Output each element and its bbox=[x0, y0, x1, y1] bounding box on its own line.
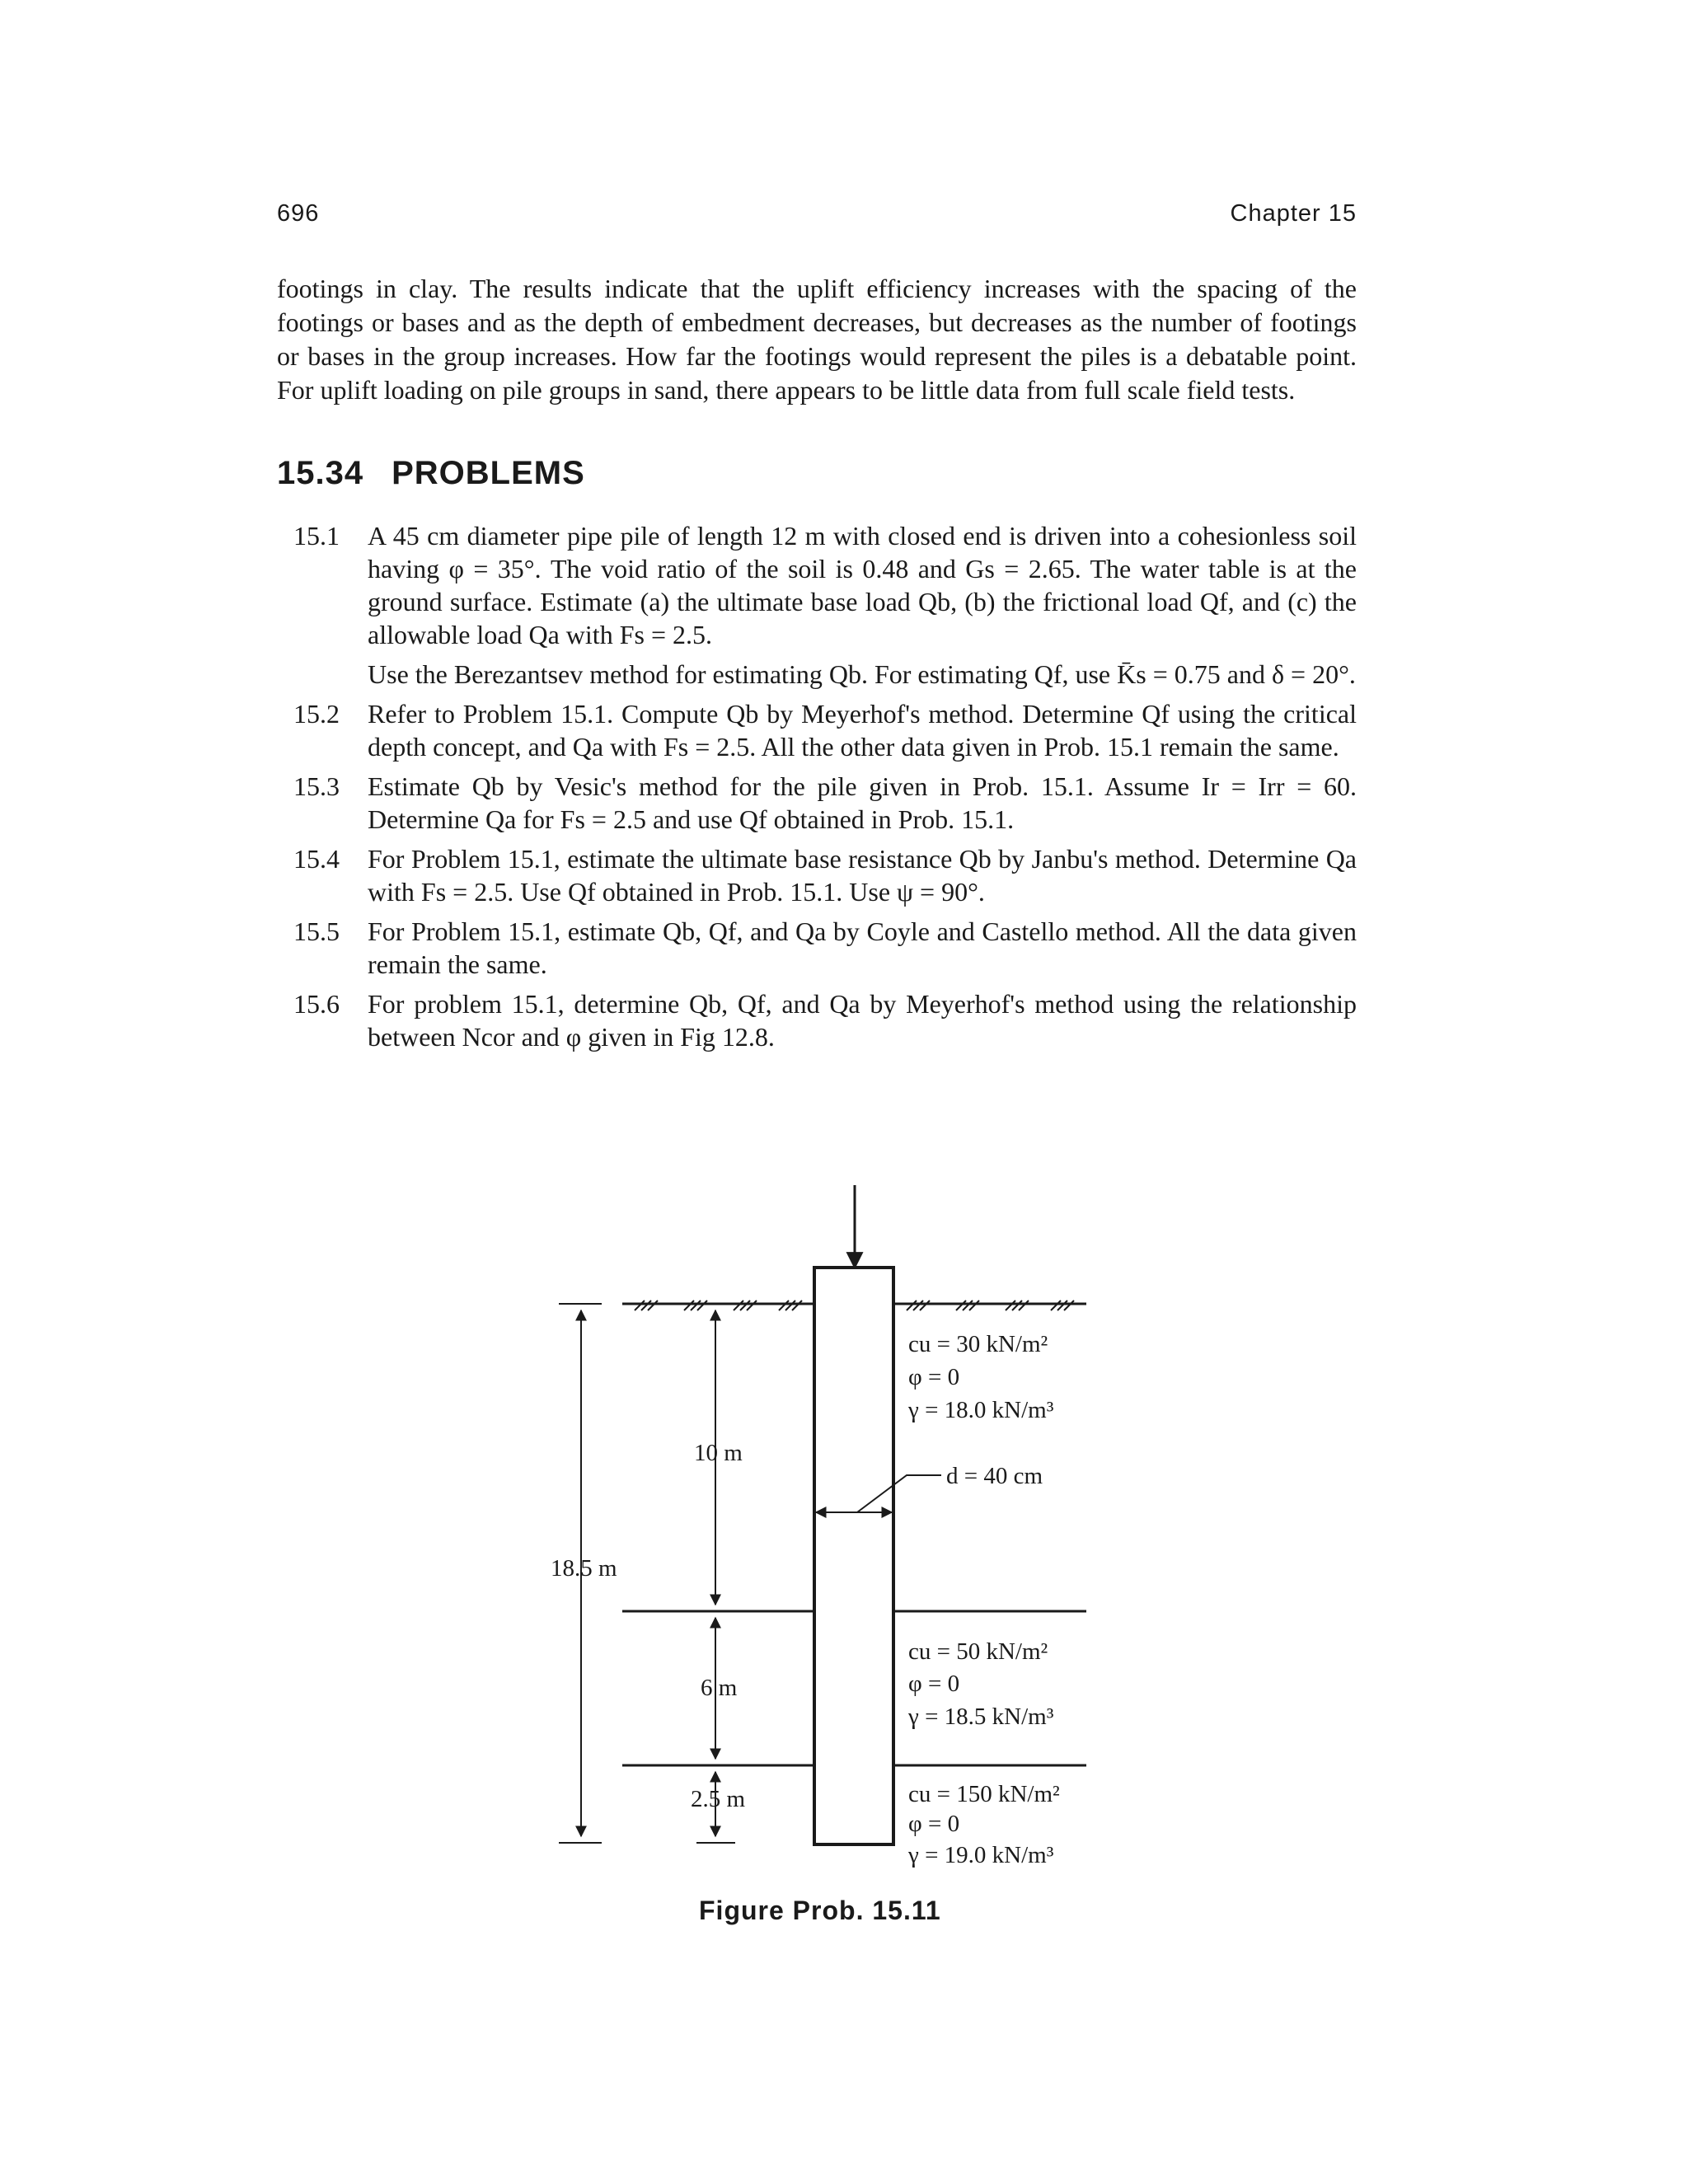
layer3-thickness-label: 2.5 m bbox=[691, 1786, 746, 1812]
layer1-thickness-label: 10 m bbox=[694, 1440, 743, 1466]
problem-number: 15.2 bbox=[293, 699, 340, 729]
problem-text: A 45 cm diameter pipe pile of length 12 m with closed end is driven into a cohesionless soil having φ = 35°. The void ratio of the soil is 0.48 and Gs = 2.65. The water table is at the ground surface. Estimate (a) the ultimate base load Qb, (b) the frictional load Qf, and (c) the allowable load Qa with Fs = 2.5. bbox=[368, 521, 1357, 649]
diameter-label: d = 40 cm bbox=[946, 1463, 1043, 1489]
total-depth-label: 18.5 m bbox=[551, 1555, 617, 1582]
diameter-leader bbox=[857, 1475, 941, 1512]
section-title: PROBLEMS bbox=[392, 455, 585, 491]
pile bbox=[814, 1268, 893, 1844]
problem-text: Estimate Qb by Vesic's method for the pile given in Prob. 15.1. Assume Ir = Irr = 60. Determine Qa for Fs = 2.5 and use Qf obtained in Prob. 15.1. bbox=[368, 771, 1357, 834]
ground-hatching bbox=[635, 1301, 1074, 1310]
layer1-phi: φ = 0 bbox=[908, 1364, 960, 1390]
layer2-cu: cu = 50 kN/m² bbox=[908, 1638, 1048, 1665]
problem-text: For Problem 15.1, estimate the ultimate base resistance Qb by Janbu's method. Determine Qa with Fs = 2.5. Use Qf obtained in Prob. 15.1. Use ψ = 90°. bbox=[368, 844, 1357, 907]
page-number: 696 bbox=[277, 200, 320, 227]
intro-paragraph: footings in clay. The results indicate that the uplift efficiency increases with the spacing of the footings or bases and as the depth of embedment decreases, but decreases as the number of footings or bases in the group increases. How far the footings would represent the piles is a debatable point. For uplift loading on pile groups in sand, there appears to be little data from full scale field tests. bbox=[277, 274, 1357, 405]
problem-number: 15.4 bbox=[293, 844, 340, 874]
layer3-phi: φ = 0 bbox=[908, 1811, 960, 1837]
problem-number: 15.3 bbox=[293, 771, 340, 801]
layer2-thickness-label: 6 m bbox=[701, 1675, 738, 1701]
problem-number: 15.6 bbox=[293, 989, 340, 1019]
layer2-gamma: γ = 18.5 kN/m³ bbox=[908, 1704, 1054, 1730]
layer2-phi: φ = 0 bbox=[908, 1671, 960, 1697]
layer1-cu: cu = 30 kN/m² bbox=[908, 1331, 1048, 1357]
layer1-gamma: γ = 18.0 kN/m³ bbox=[908, 1397, 1054, 1423]
chapter-label: Chapter 15 bbox=[1230, 200, 1357, 227]
problem-number: 15.5 bbox=[293, 916, 340, 946]
problem-note: Use the Berezantsev method for estimating Qb. For estimating Qf, use K̄s = 0.75 and δ = 20°. bbox=[368, 659, 1356, 689]
figure-caption: Figure Prob. 15.11 bbox=[699, 1896, 941, 1925]
problem-text: For Problem 15.1, estimate Qb, Qf, and Qa by Coyle and Castello method. All the data given remain the same. bbox=[368, 916, 1357, 979]
problem-number: 15.1 bbox=[293, 521, 340, 551]
problem-text: Refer to Problem 15.1. Compute Qb by Meyerhof's method. Determine Qf using the critical depth concept, and Qa with Fs = 2.5. All the other data given in Prob. 15.1 remain the same. bbox=[368, 699, 1357, 762]
section-number: 15.34 bbox=[277, 455, 364, 491]
layer3-cu: cu = 150 kN/m² bbox=[908, 1781, 1060, 1807]
layer3-gamma: γ = 19.0 kN/m³ bbox=[908, 1842, 1054, 1868]
problem-text: For problem 15.1, determine Qb, Qf, and Qa by Meyerhof's method using the relationship between Ncor and φ given in Fig 12.8. bbox=[368, 989, 1357, 1052]
